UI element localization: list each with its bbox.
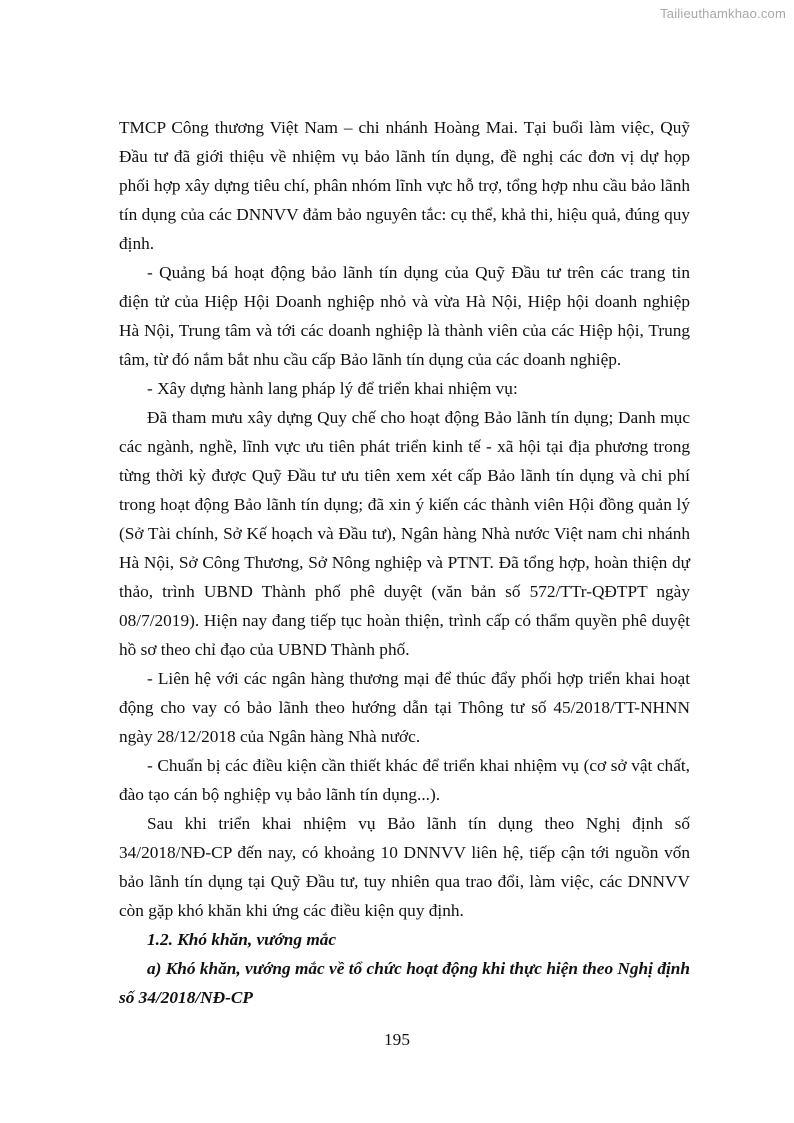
paragraph: - Chuẩn bị các điều kiện cần thiết khác để triển khai nhiệm vụ (cơ sở vật chất, đào tạo cán bộ nghiệp vụ bảo lãnh tín dụng...). bbox=[119, 756, 690, 804]
paragraph: TMCP Công thương Việt Nam – chi nhánh Hoàng Mai. Tại buổi làm việc, Quỹ Đầu tư đã giới thiệu về nhiệm vụ bảo lãnh tín dụng, đề nghị các đơn vị dự họp phối hợp xây dựng tiêu chí, phân nhóm lĩnh vực hỗ trợ, tổng hợp nhu cầu bảo lãnh tín dụng của các DNNVV đảm bảo nguyên tắc: cụ thể, khả thi, hiệu quả, đúng quy định. bbox=[119, 118, 690, 253]
subsection-heading: a) Khó khăn, vướng mắc về tổ chức hoạt động khi thực hiện theo Nghị định số 34/2018/NĐ-CP bbox=[119, 959, 690, 1007]
paragraph: - Xây dựng hành lang pháp lý để triển khai nhiệm vụ: bbox=[147, 379, 518, 398]
paragraph: Sau khi triển khai nhiệm vụ Bảo lãnh tín dụng theo Nghị định số 34/2018/NĐ-CP đến nay, có khoảng 10 DNNVV liên hệ, tiếp cận tới nguồn vốn bảo lãnh tín dụng tại Quỹ Đầu tư, tuy nhiên qua trao đổi, làm việc, các DNNVV còn gặp khó khăn khi ứng các điều kiện quy định. bbox=[119, 814, 690, 920]
paragraph: - Quảng bá hoạt động bảo lãnh tín dụng của Quỹ Đầu tư trên các trang tin điện tử của Hiệp Hội Doanh nghiệp nhỏ và vừa Hà Nội, Hiệp hội doanh nghiệp Hà Nội, Trung tâm và tới các doanh nghiệp là thành viên của các Hiệp hội, Trung tâm, từ đó nắm bắt nhu cầu cấp Bảo lãnh tín dụng của các doanh nghiệp. bbox=[119, 263, 690, 369]
section-heading: 1.2. Khó khăn, vướng mắc bbox=[147, 930, 337, 949]
page-number: 195 bbox=[384, 1030, 410, 1049]
paragraph: Đã tham mưu xây dựng Quy chế cho hoạt động Bảo lãnh tín dụng; Danh mục các ngành, nghề, lĩnh vực ưu tiên phát triển kinh tế - xã hội tại địa phương trong từng thời kỳ được Quỹ Đầu tư ưu tiên xem xét cấp Bảo lãnh tín dụng và chi phí trong hoạt động Bảo lãnh tín dụng; đã xin ý kiến các thành viên Hội đồng quản lý (Sở Tài chính, Sở Kế hoạch và Đầu tư), Ngân hàng Nhà nước Việt nam chi nhánh Hà Nội, Sở Công Thương, Sở Nông nghiệp và PTNT. Đã tổng hợp, hoàn thiện dự thảo, trình UBND Thành phố phê duyệt (văn bản số 572/TTr-QĐTPT ngày 08/7/2019). Hiện nay đang tiếp tục hoàn thiện, trình cấp có thẩm quyền phê duyệt hồ sơ theo chỉ đạo của UBND Thành phố. bbox=[119, 408, 690, 659]
paragraph: - Liên hệ với các ngân hàng thương mại để thúc đẩy phối hợp triển khai hoạt động cho vay có bảo lãnh theo hướng dẫn tại Thông tư số 45/2018/TT-NHNN ngày 28/12/2018 của Ngân hàng Nhà nước. bbox=[119, 669, 690, 746]
watermark-text: Tailieuthamkhao.com bbox=[660, 6, 786, 21]
document-body bbox=[119, 113, 690, 1012]
